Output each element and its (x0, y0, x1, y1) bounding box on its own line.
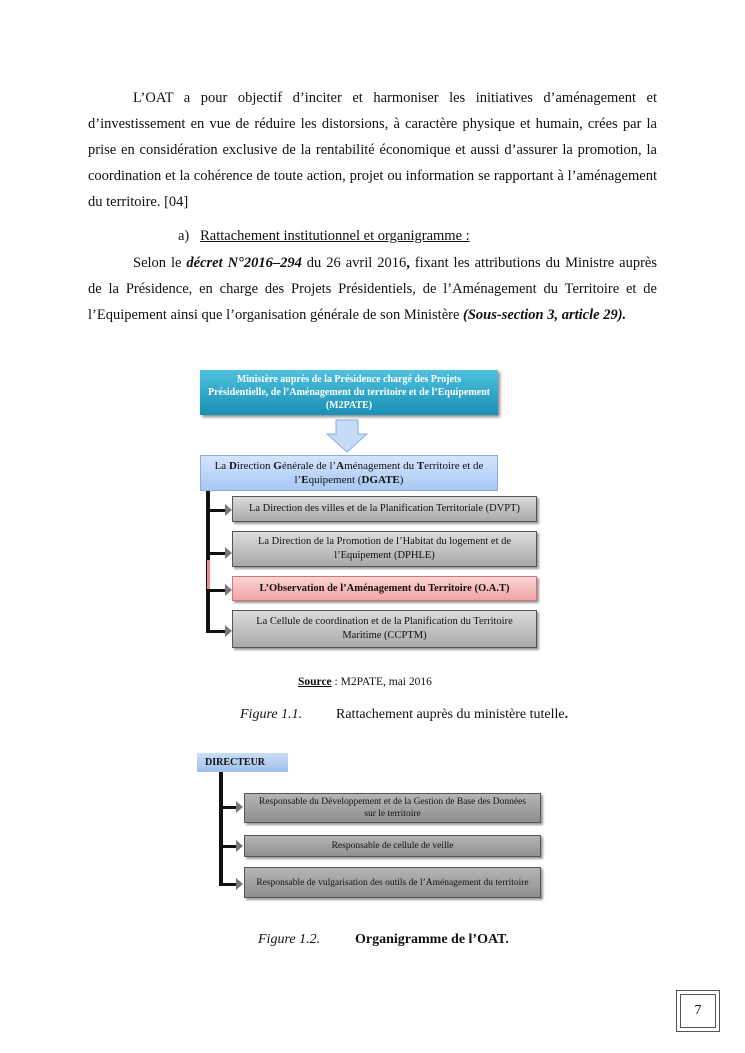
t3: du 26 avril 2016 (301, 255, 407, 271)
org-box-responsable-veille (244, 835, 541, 857)
org-box-ccptm (232, 610, 537, 648)
figure-2-caption: Figure 1.2. Organigramme de l’OAT. (258, 932, 509, 947)
decree-ref: décret N°2016–294 (186, 255, 302, 271)
decree-paragraph (88, 250, 657, 328)
oat-label: L’Observation de l’Aménagement du Territoire (O.A.T) (259, 582, 510, 594)
dvpt-label: La Direction des villes et de la Planification Territoriale (DVPT) (248, 503, 521, 514)
section-marker: a) (178, 228, 190, 244)
m2pate-label: Ministère auprès de la Présidence chargé des Projets Présidentielle, de l’Aménagement du territoire et de l’Equipement (M2PATE) (208, 374, 490, 411)
page-number (676, 990, 720, 1032)
org-box-responsable-bdd (244, 793, 541, 823)
org-box-dvpt (232, 496, 537, 522)
ccptm-label: La Cellule de coordination et de la Planification du Territoire Maritime (CCPTM) (256, 616, 513, 641)
resp-vulg-label: Responsable de vulgarisation des outils de l’Aménagement du territoire (256, 877, 529, 888)
directeur-label: DIRECTEUR (205, 756, 266, 768)
org-box-dphle (232, 531, 537, 567)
intro-text: L’OAT a pour objectif d’inciter et harmoniser les initiatives d’aménagement et d’investissement en vue de réduire les distorsions, à caractère physique et humain, crées par la prise en considération exclusive de la rentabilité économique et aussi d’assurer la promotion, la coordination et la cohérence de toute action, projet ou information se rapportant à l’aménagement du territoire. [04] (88, 90, 657, 210)
resp-bdd-label: Responsable du Développement et de la Gestion de Base des Données sur le territoire (259, 797, 526, 819)
connector-highlight (207, 560, 210, 590)
org-box-m2pate (200, 370, 498, 415)
org-box-responsable-vulgarisation (244, 867, 541, 898)
org-box-directeur (197, 753, 288, 772)
dphle-label: La Direction de la Promotion de l’Habitat du logement et de l’Equipement (DPHLE) (257, 536, 512, 561)
t4: , (406, 255, 410, 271)
figure-1-caption: Figure 1.1. Rattachement auprès du ministère tutelle. (240, 707, 569, 722)
connector-line-2 (219, 772, 223, 886)
dgate-label: La Direction Générale de l’Aménagement du Territoire et de l’Equipement (DGATE) (214, 460, 484, 486)
section-title: Rattachement institutionnel et organigramme : (200, 228, 470, 244)
section-heading (178, 228, 470, 245)
t5: fixant les attributions du Ministre auprès de la Présidence, en charge des Projets Présidentiels, de l’Aménagement du Territoire et de l’Equipement ainsi que l’organisation générale de son Ministère (88, 255, 657, 323)
resp-veille-label: Responsable de cellule de veille (331, 841, 454, 851)
down-arrow-icon (326, 419, 368, 453)
t1: Selon le (133, 255, 187, 271)
page-number-text: 7 (694, 1003, 702, 1018)
org-box-oat (232, 576, 537, 601)
figure-source: Source : M2PATE, mai 2016 (298, 676, 432, 688)
intro-paragraph (88, 85, 657, 215)
org-box-dgate (200, 455, 498, 491)
article-ref: (Sous-section 3, article 29). (463, 307, 627, 323)
